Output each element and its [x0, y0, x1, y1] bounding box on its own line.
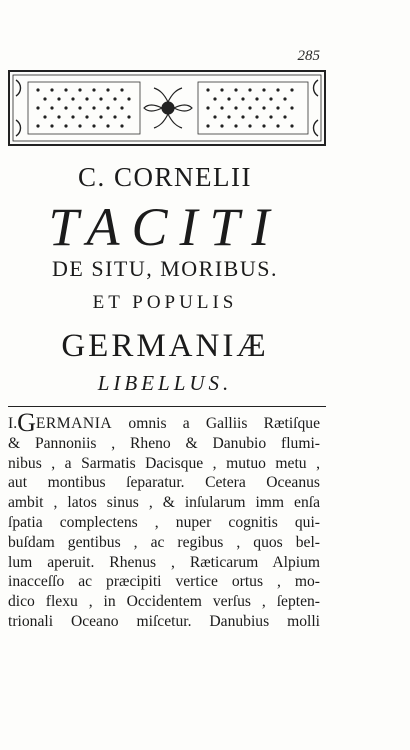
text-line: ſpatia complectens , nuper cognitis qui- — [8, 513, 320, 531]
body-text — [8, 408, 320, 632]
first-word: ERMANIA — [35, 415, 113, 432]
title-line-name: TACITI — [48, 197, 282, 257]
text-line: I.GERMANIA omnis a Galliis Rætiſque — [8, 408, 320, 437]
title-line-germania: GERMANIÆ — [61, 328, 269, 364]
section-number: I. — [8, 415, 18, 432]
text-line: trionali Oceano miſcetur. Danubius molli — [8, 612, 320, 630]
title-line-author: C. CORNELII — [78, 162, 252, 192]
text-line: aut montibus ſeparatur. Cetera Oceanus — [8, 474, 320, 492]
section-rule — [8, 406, 326, 407]
title-line-subject: DE SITU, MORIBUS. — [52, 256, 278, 281]
title-line-conjunction: ET POPULIS — [92, 292, 238, 313]
text-line: dico flexu , in Occidentem verſus , ſepten- — [8, 593, 320, 611]
text-line: nibus , a Sarmatis Dacisque , mutuo metu , — [8, 454, 320, 472]
text-line: buſdam gentibus , ac regibus , quos bel- — [8, 533, 320, 551]
decorative-headpiece — [8, 70, 326, 146]
text-line: inacceſſo ac præcipiti vertice ortus , mo- — [8, 573, 320, 591]
text-line: ambit , latos sinus , & inſularum imm enſa — [8, 494, 320, 512]
text-line: & Pannoniis , Rheno & Danubio flumi- — [8, 434, 320, 452]
text-line: lum aperuit. Rhenus , Ræticarum Alpium — [8, 553, 320, 571]
title-line-libellus: LIBELLUS. — [97, 371, 233, 395]
page-number: 285 — [297, 48, 320, 64]
drop-initial: G — [17, 408, 36, 437]
